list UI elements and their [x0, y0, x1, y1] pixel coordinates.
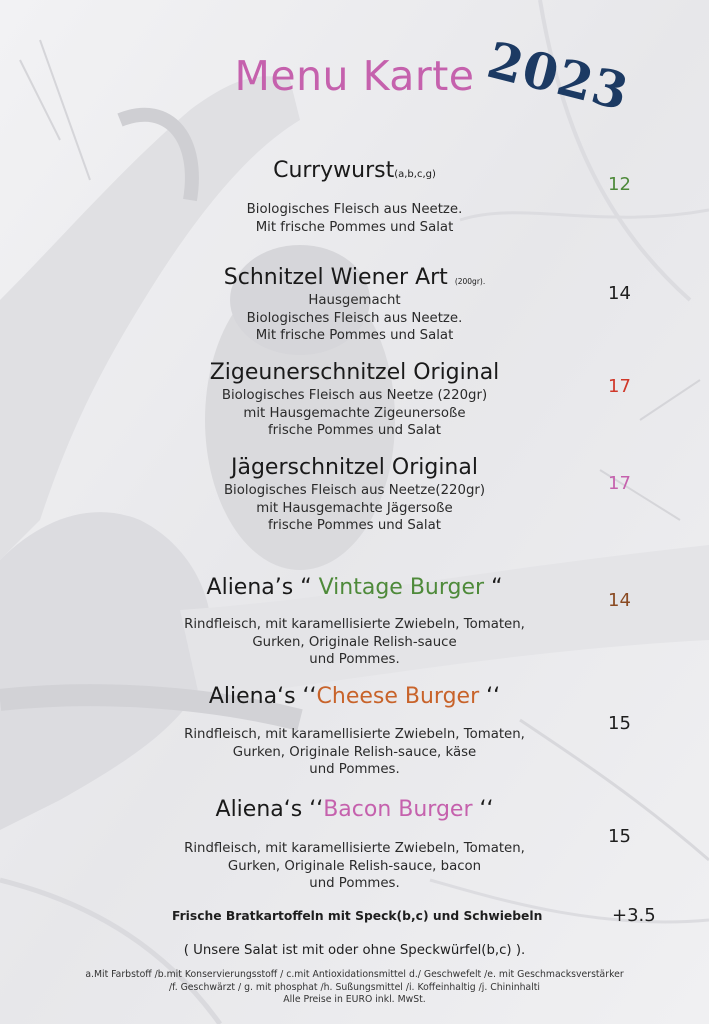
- price-vintage-burger: 14: [608, 590, 631, 611]
- menu-item-schnitzel-wiener-art: [0, 265, 709, 290]
- burger-highlight: Bacon Burger: [323, 797, 473, 822]
- desc-line: Biologisches Fleisch aus Neetze(220gr): [223, 483, 486, 498]
- dish-description: [0, 840, 709, 893]
- price-schnitzel-wiener-art: 14: [608, 283, 631, 304]
- price-zigeunerschnitzel: 17: [608, 376, 631, 397]
- year-label: 2023: [481, 30, 635, 122]
- dish-name: [0, 265, 709, 290]
- burger-prefix: Aliena‘s ‘‘: [208, 684, 317, 709]
- dish-name: [0, 684, 709, 709]
- burger-suffix: ‘‘: [472, 797, 494, 822]
- price-jaegerschnitzel: 17: [608, 473, 631, 494]
- price-extra: +3.5: [612, 905, 656, 926]
- price-currywurst: 12: [608, 174, 631, 195]
- menu-item-zigeunerschnitzel: [0, 360, 709, 385]
- desc-line: Biologisches Fleisch aus Neetze.: [246, 202, 463, 217]
- salad-note: ( Unsere Salat ist mit oder ohne Speckwürfel(b,c) ).: [183, 943, 526, 958]
- dish-description: [0, 292, 709, 345]
- desc-line: Biologisches Fleisch aus Neetze.: [246, 310, 463, 326]
- price-note: Alle Preise in EURO inkl. MwSt.: [283, 994, 426, 1005]
- price-bacon-burger: 15: [608, 826, 631, 847]
- desc-line: Rindfleisch, mit karamellisierte Zwiebeln, Tomaten,: [184, 617, 525, 632]
- footnote-line: a.Mit Farbstoff /b.mit Konservierungsstoff / c.mit Antioxidationsmittel d./ Geschwefelt /e. mit Geschmacksverstärker: [85, 969, 624, 980]
- dish-title: Schnitzel Wiener Art: [223, 265, 448, 290]
- desc-line: und Pommes.: [309, 652, 400, 667]
- allergen-codes: (a,b,c,g): [394, 169, 436, 180]
- dish-title: Zigeunerschnitzel Original: [209, 360, 500, 385]
- desc-line: Hausgemacht: [308, 293, 401, 308]
- desc-line: frische Pommes und Salat: [267, 518, 441, 533]
- allergen-footnotes: [0, 969, 709, 1007]
- burger-prefix: Aliena‘s ‘‘: [215, 797, 324, 822]
- menu-item-jaegerschnitzel: [0, 455, 709, 480]
- dish-title: Jägerschnitzel Original: [231, 455, 478, 480]
- desc-line: Gurken, Originale Relish-sauce, bacon: [227, 858, 482, 874]
- menu-title: Menu Karte: [234, 52, 475, 100]
- burger-prefix: Aliena’s “: [206, 575, 319, 600]
- desc-line: mit Hausgemachte Jägersoße: [256, 500, 453, 516]
- dish-description: [0, 201, 709, 236]
- desc-line: Rindfleisch, mit karamellisierte Zwiebeln, Tomaten,: [184, 841, 525, 856]
- price-cheese-burger: 15: [608, 713, 631, 734]
- desc-line: und Pommes.: [309, 762, 400, 777]
- dish-description: [0, 387, 709, 440]
- desc-line: Gurken, Originale Relish-sauce, käse: [232, 744, 477, 760]
- burger-highlight: Cheese Burger: [316, 684, 480, 709]
- desc-line: Biologisches Fleisch aus Neetze (220gr): [221, 388, 488, 403]
- burger-suffix: ‘‘: [479, 684, 501, 709]
- desc-line: Mit frische Pommes und Salat: [255, 328, 454, 343]
- dish-title: Currywurst: [273, 158, 395, 183]
- menu-item-currywurst: [0, 158, 709, 183]
- burger-highlight: Vintage Burger: [318, 575, 485, 600]
- dish-description: [0, 726, 709, 779]
- desc-line: mit Hausgemachte Zigeunersoße: [243, 405, 466, 421]
- dish-description: [0, 482, 709, 535]
- desc-line: Gurken, Originale Relish-sauce: [252, 634, 457, 650]
- extra-bratkartoffeln: Frische Bratkartoffeln mit Speck(b,c) und Schwiebeln: [172, 909, 543, 923]
- desc-line: Rindfleisch, mit karamellisierte Zwiebeln, Tomaten,: [184, 727, 525, 742]
- menu-item-vintage-burger: [0, 575, 709, 600]
- dish-name: [0, 158, 709, 183]
- menu-item-cheese-burger: [0, 684, 709, 709]
- weight-label: (200gr).: [454, 277, 486, 286]
- dish-name: [0, 575, 709, 600]
- footnote-line: /f. Geschwärzt / g. mit phosphat /h. Sußungsmittel /i. Koffeinhaltig /j. Chininhalti: [168, 981, 541, 993]
- menu-item-bacon-burger: [0, 797, 709, 822]
- dish-description: [0, 616, 709, 669]
- dish-name: [0, 797, 709, 822]
- burger-suffix: “: [484, 575, 503, 600]
- desc-line: und Pommes.: [309, 876, 400, 891]
- desc-line: Mit frische Pommes und Salat: [255, 219, 454, 235]
- desc-line: frische Pommes und Salat: [267, 423, 441, 438]
